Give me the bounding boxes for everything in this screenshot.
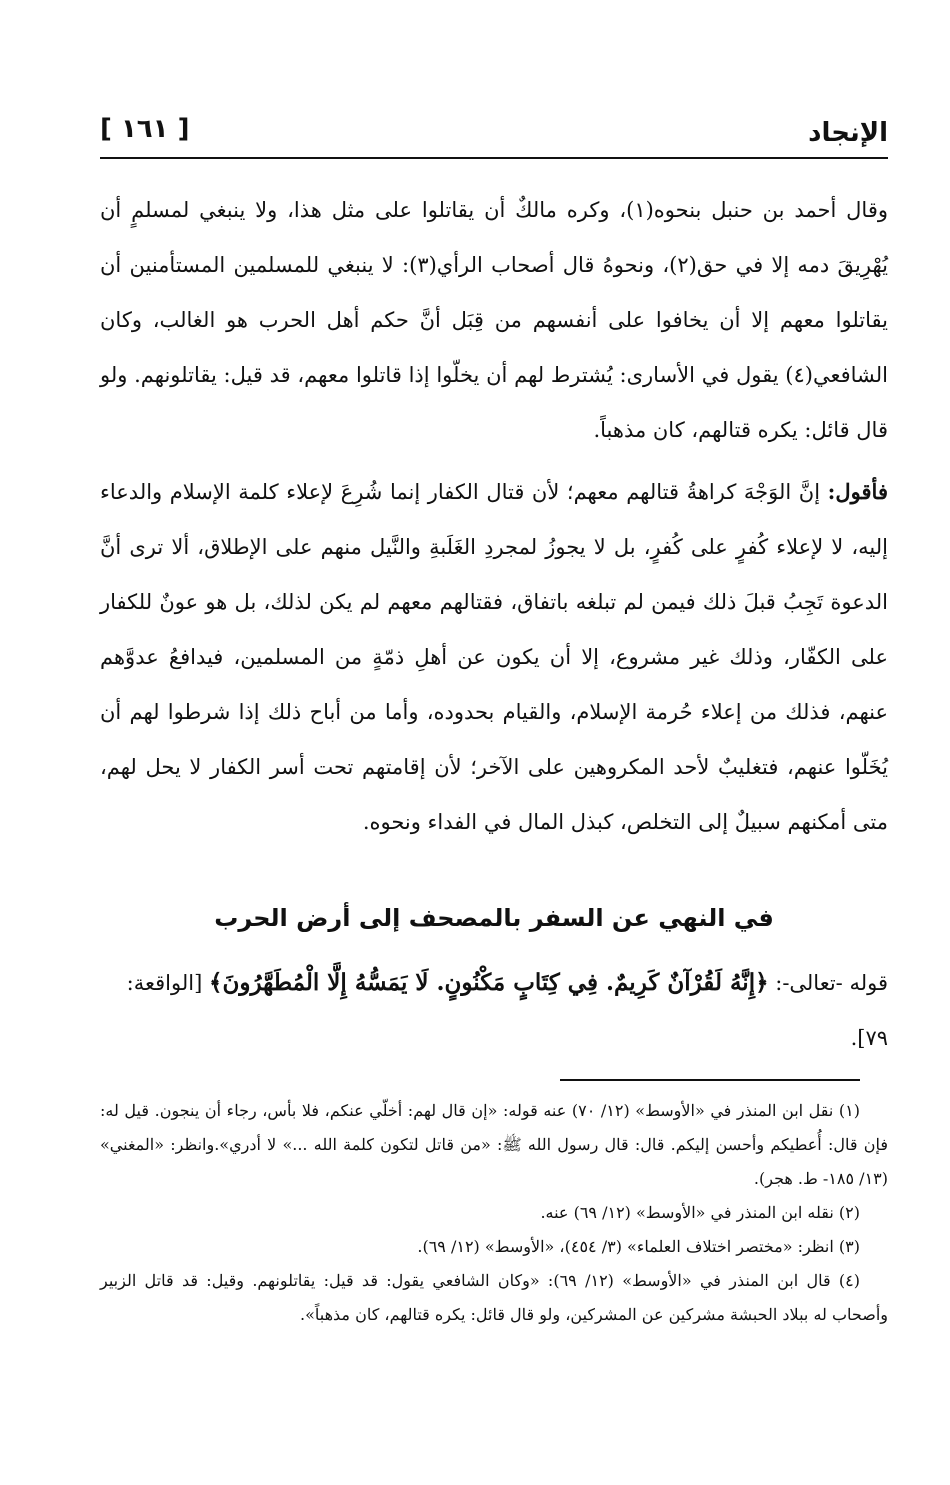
page-number: [ ١٦١ ] bbox=[100, 114, 190, 144]
quran-quote bbox=[100, 955, 888, 1066]
footnotes bbox=[100, 1094, 888, 1332]
section-heading: في النهي عن السفر بالمصحف إلى أرض الحرب bbox=[214, 904, 774, 932]
quote-reference: [الواقعة: ٧٩]. bbox=[126, 971, 888, 1050]
footnote-2: (٢) نقله ابن المنذر في «الأوسط» (١٢/ ٦٩) عنه. bbox=[540, 1203, 860, 1222]
paragraph-1: وقال أحمد بن حنبل بنحوه(١)، وكره مالكٌ أن يقاتلوا على مثل هذا، ولا ينبغي لمسلمٍ أن يُهْرِيقَ دمه إلا في حق(٢)، ونحوهُ قال أصحاب الرأي(٣): لا ينبغي للمسلمين المستأمنين أن يقاتلوا معهم إلا أن يخافوا على أنفسهم من قِبَل أنَّ حكم أهل الحرب هو الغالب، وكان الشافعي(٤) يقول في الأسارى: يُشترط لهم أن يخلّوا إذا قاتلوا معهم، قد قيل: يقاتلونهم. ولو قال قائل: يكره قتالهم، كان مذهباً. bbox=[100, 198, 889, 442]
paragraph-2-lead: فأقول: bbox=[827, 479, 888, 504]
footnote-rule bbox=[560, 1079, 860, 1081]
footnote-4: (٤) قال ابن المنذر في «الأوسط» (١٢/ ٦٩): «وكان الشافعي يقول: قد قيل: يقاتلونهم. وقيل: قد قاتل الزبير وأصحاب له ببلاد الحبشة مشركين عن المشركين، ولو قال قائل: يكره قتالهم، كان مذهباً». bbox=[100, 1271, 888, 1324]
main-text bbox=[100, 183, 888, 850]
header-rule bbox=[100, 157, 888, 159]
running-title: الإنجاد bbox=[808, 118, 888, 148]
footnote-3: (٣) انظر: «مختصر اختلاف العلماء» (٣/ ٤٥٤)، «الأوسط» (١٢/ ٦٩). bbox=[417, 1237, 860, 1256]
paragraph-2 bbox=[100, 464, 888, 850]
footnote-1: (١) نقل ابن المنذر في «الأوسط» (١٢/ ٧٠) عنه قوله: «إن قال لهم: أخلّي عنكم، فلا بأس، رجاء أن ينجون. قيل له: فإن قال: أُعطيكم وأحسن إليكم. قال: قال رسول الله ﷺ: «من قاتل لتكون كلمة الله ...» لا أدري».وانظر: «المغني» (١٣/ ١٨٥- ط. هجر). bbox=[100, 1101, 889, 1188]
quote-verse: ﴿إِنَّهُ لَقُرْآنٌ كَرِيمٌ. فِي كِتَابٍ مَكْنُونٍ. لَا يَمَسُّهُ إِلَّا الْمُطَهَّرُونَ﴾ bbox=[208, 969, 769, 996]
quote-intro: قوله -تعالى-: bbox=[768, 971, 888, 995]
paragraph-2-body: إنَّ الوَجْهَ كراهةُ قتالهم معهم؛ لأن قتال الكفار إنما شُرِعَ لإعلاء كلمة الإسلام والدعاء إليه، لا لإعلاء كُفرٍ على كُفرٍ، بل لا يجوزُ لمجردِ الغَلَبةِ والنَّيل منهم على الإطلاق، ألا ترى أنَّ الدعوة تَجِبُ قبلَ ذلك فيمن لم تبلغه باتفاق، فقتالهم معهم لم يكن لذلك، بل هو عونٌ للكفار على الكفّار، وذلك غير مشروع، إلا أن يكون عن أهلِ ذمّةٍ من المسلمين، فيدافعُ عدوَّهم عنهم، فذلك من إعلاء حُرمة الإسلام، والقيام بحدوده، وأما من أباح ذلك إذا شرطوا لهم أن يُخَلّوا عنهم، فتغليبٌ لأحد المكروهين على الآخر؛ لأن إقامتهم تحت أسر الكفار لا يحل لهم، متى أمكنهم سبيلٌ إلى التخلص، كبذل المال في الفداء ونحوه. bbox=[100, 480, 888, 834]
running-header bbox=[100, 108, 888, 156]
